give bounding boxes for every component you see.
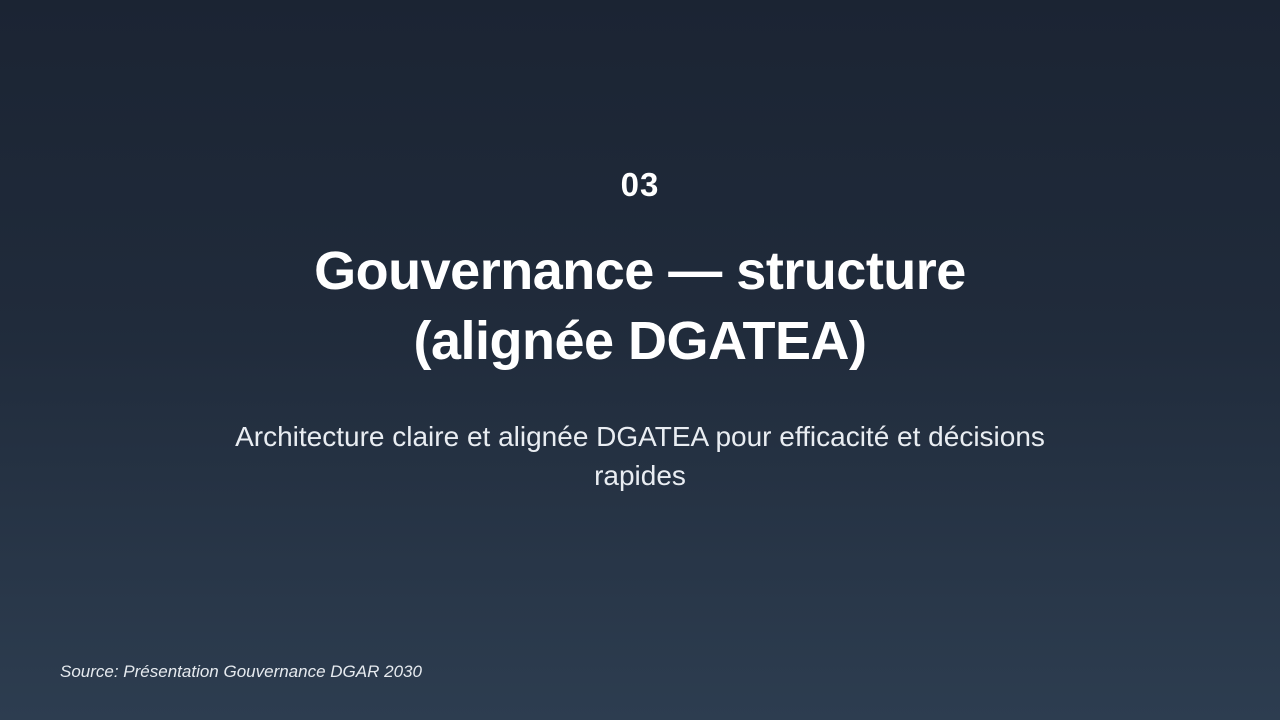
source-attribution: Source: Présentation Gouvernance DGAR 2030 bbox=[60, 662, 422, 681]
slide-title bbox=[235, 236, 1045, 376]
slide-title-line1: Gouvernance — structure bbox=[314, 241, 966, 301]
slide-subtitle: Architecture claire et alignée DGATEA pour efficacité et décisions rapides bbox=[235, 421, 1045, 491]
slide-number: 03 bbox=[620, 166, 660, 203]
slide-content bbox=[0, 166, 1280, 496]
slide-title-line2: (alignée DGATEA) bbox=[413, 311, 867, 372]
